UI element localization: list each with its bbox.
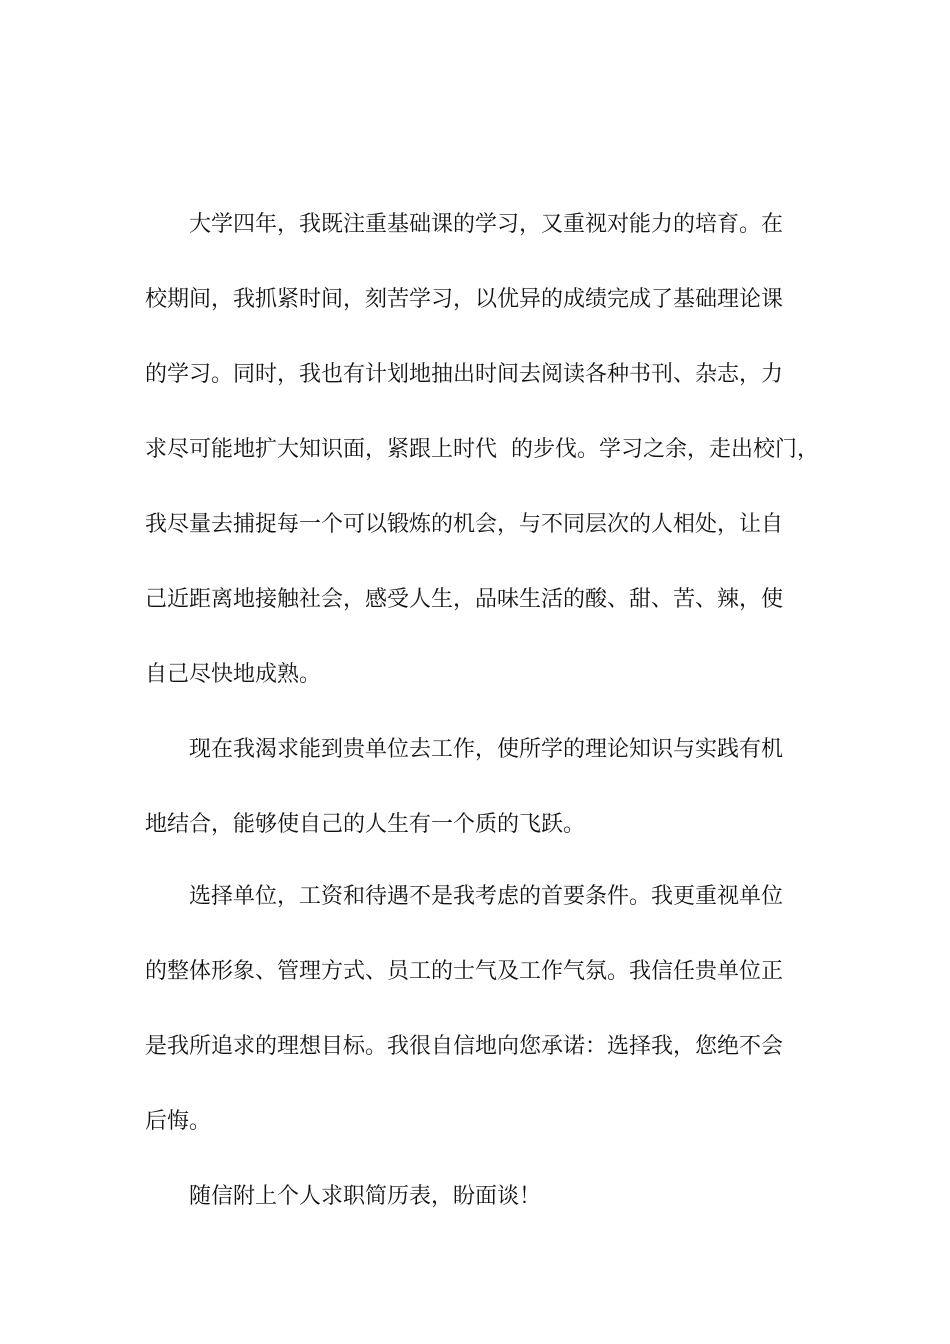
- paragraph-1-line-4: 求尽可能地扩大知识面，紧跟上时代 的步伐。学习之余，走出校门，: [145, 437, 819, 462]
- paragraph-1-line-2: 校期间，我抓紧时间，刻苦学习，以优异的成绩完成了基础理论课: [145, 287, 784, 312]
- paragraph-1-line-7: 自己尽快地成熟。: [145, 662, 322, 687]
- paragraph-2-line-1: 现在我渴求能到贵单位去工作，使所学的理论知识与实践有机: [189, 737, 784, 762]
- paragraph-3-line-1: 选择单位，工资和待遇不是我考虑的首要条件。我更重视单位: [189, 884, 784, 909]
- paragraph-2-line-2: 地结合，能够使自己的人生有一个质的飞跃。: [145, 812, 586, 837]
- paragraph-3-line-2: 的整体形象、管理方式、员工的士气及工作气氛。我信任贵单位正: [145, 959, 784, 984]
- paragraph-3-line-4: 后悔。: [145, 1109, 212, 1134]
- paragraph-4-line-1: 随信附上个人求职简历表，盼面谈！: [189, 1184, 542, 1209]
- paragraph-1-line-6: 己近距离地接触社会，感受人生，品味生活的酸、甜、苦、辣，使: [145, 587, 784, 612]
- paragraph-1-line-3: 的学习。同时，我也有计划地抽出时间去阅读各种书刊、杂志，力: [145, 362, 784, 387]
- paragraph-1-line-1: 大学四年，我既注重基础课的学习，又重视对能力的培育。在: [189, 212, 784, 237]
- paragraph-3-line-3: 是我所追求的理想目标。我很自信地向您承诺：选择我，您绝不会: [145, 1034, 784, 1059]
- paragraph-1-line-5: 我尽量去捕捉每一个可以锻炼的机会，与不同层次的人相处，让自: [145, 512, 784, 537]
